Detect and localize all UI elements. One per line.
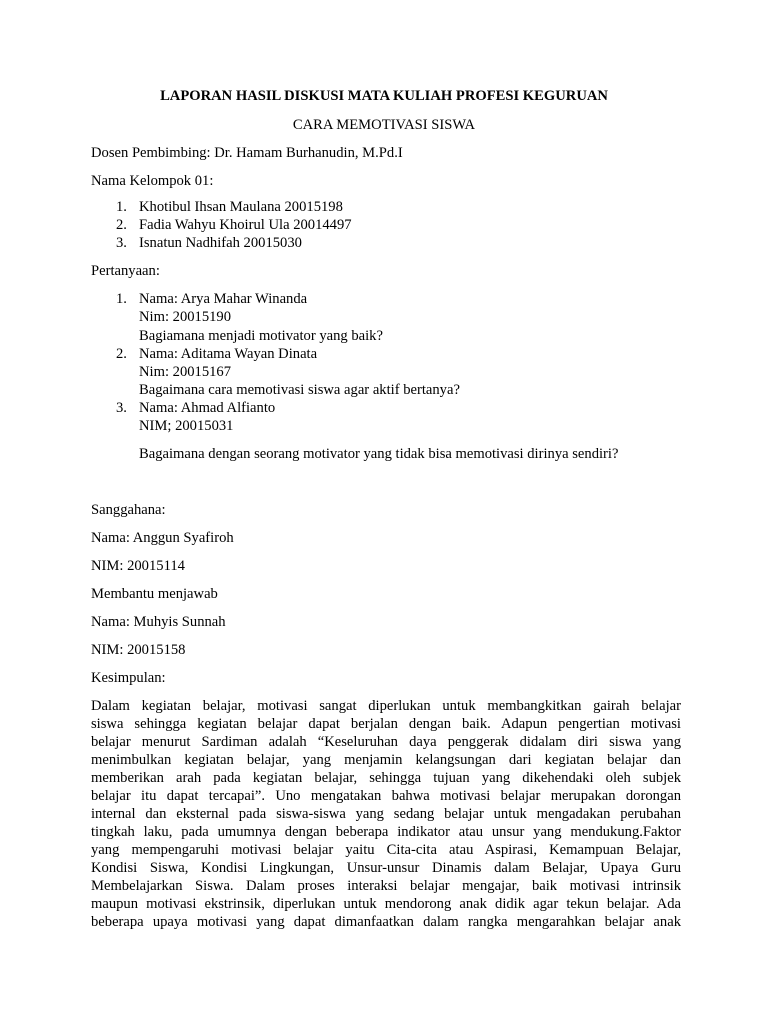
list-number: 2.	[116, 346, 127, 362]
document-subtitle: CARA MEMOTIVASI SISWA	[292, 117, 476, 133]
kelompok-label: Nama Kelompok 01:	[91, 173, 214, 189]
paragraph-line: memberikan arah pada kegiatan belajar, sehingga tujuan yang dikehendaki oleh subjek	[91, 770, 681, 786]
paragraph-line: beberapa upaya motivasi yang dapat dimanfaatkan dalam rangka mengarahkan belajar anak	[91, 914, 681, 930]
dosen-pembimbing: Dosen Pembimbing: Dr. Hamam Burhanudin, M.Pd.I	[91, 145, 403, 161]
question-nim: NIM; 20015031	[139, 418, 234, 434]
sanggahan-nim: NIM: 20015114	[91, 558, 185, 574]
paragraph-line: belajar menurut Sardiman adalah “Keseluruhan daya penggerak didalam diri siswa yang	[91, 734, 681, 750]
paragraph-line: Dalam kegiatan belajar, motivasi sangat diperlukan untuk membangkitkan gairah belajar	[91, 698, 681, 714]
membantu-name: Nama: Muhyis Sunnah	[91, 614, 226, 630]
sanggahan-name: Nama: Anggun Syafiroh	[91, 530, 234, 546]
paragraph-line: maupun motivasi ekstrinsik, diperlukan untuk mendorong anak didik agar tekun belajar. Ada	[91, 896, 681, 912]
sanggahan-label: Sanggahana:	[91, 502, 166, 518]
kesimpulan-label: Kesimpulan:	[91, 670, 166, 686]
question-text: Bagiamana menjadi motivator yang baik?	[139, 328, 383, 344]
paragraph-line: internal dan eksternal pada siswa-siswa yang sedang belajar untuk mengadakan perubahan	[91, 806, 681, 822]
paragraph-line: yang mempengaruhi motivasi belajar yaitu Cita-cita atau Aspirasi, Kemampuan Belajar,	[91, 842, 681, 858]
paragraph-line: siswa sehingga kegiatan belajar dapat berjalan dengan baik. Adapun pengertian motivasi	[91, 716, 681, 732]
member-text: Isnatun Nadhifah 20015030	[139, 235, 302, 251]
question-nim: Nim: 20015190	[139, 309, 232, 325]
paragraph-line: Membelajarkan Siswa. Dalam proses interaksi belajar mengajar, baik motivasi intrinsik	[91, 878, 681, 894]
paragraph-line: Kondisi Siswa, Kondisi Lingkungan, Unsur-unsur Dinamis dalam Belajar, Upaya Guru	[91, 860, 681, 876]
list-number: 3.	[116, 235, 127, 251]
question-name: Nama: Ahmad Alfianto	[139, 400, 276, 416]
member-text: Fadia Wahyu Khoirul Ula 20014497	[139, 217, 352, 233]
question-name: Nama: Aditama Wayan Dinata	[139, 346, 318, 362]
list-number: 1.	[116, 291, 127, 307]
question-text: Bagaimana dengan seorang motivator yang tidak bisa memotivasi dirinya sendiri?	[139, 446, 619, 462]
paragraph-line: menimbulkan kegiatan belajar, yang menjamin kelangsungan dari kegiatan belajar dan	[91, 752, 681, 768]
membantu-label: Membantu menjawab	[91, 586, 218, 602]
pertanyaan-label: Pertanyaan:	[91, 263, 160, 279]
member-text: Khotibul Ihsan Maulana 20015198	[139, 199, 343, 215]
document-title: LAPORAN HASIL DISKUSI MATA KULIAH PROFESI KEGURUAN	[160, 88, 608, 104]
question-name: Nama: Arya Mahar Winanda	[139, 291, 308, 307]
list-number: 2.	[116, 217, 127, 233]
question-text: Bagaimana cara memotivasi siswa agar aktif bertanya?	[139, 382, 460, 398]
question-nim: Nim: 20015167	[139, 364, 232, 380]
paragraph-line: belajar itu dapat tercapai”. Uno mengatakan bahwa motivasi belajar merupakan dorongan	[91, 788, 681, 804]
membantu-nim: NIM: 20015158	[91, 642, 186, 658]
list-number: 3.	[116, 400, 127, 416]
paragraph-line: tingkah laku, pada umumnya dengan beberapa indikator atau unsur yang mendukung.Faktor	[91, 824, 681, 840]
list-number: 1.	[116, 199, 127, 215]
